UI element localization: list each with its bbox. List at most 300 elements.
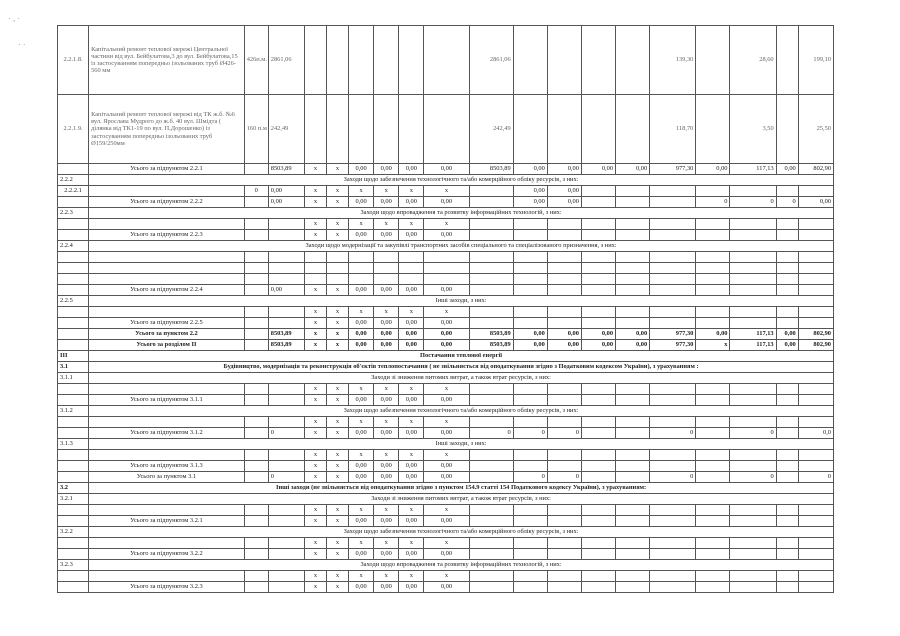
table-cell — [268, 230, 304, 241]
table-cell — [581, 252, 615, 263]
table-cell: 0,00 — [513, 186, 547, 197]
table-cell — [650, 538, 696, 549]
table-row — [58, 186, 834, 197]
table-cell — [374, 263, 399, 274]
table-cell: 0,00 — [374, 197, 399, 208]
table-cell: х — [326, 571, 348, 582]
table-cell — [244, 472, 268, 483]
table-cell: 802,90 — [798, 329, 833, 340]
table-cell — [424, 26, 469, 95]
table-cell — [650, 549, 696, 560]
table-cell: х — [399, 538, 424, 549]
table-cell: 0 — [268, 472, 304, 483]
table-cell: 0,00 — [424, 582, 469, 593]
table-cell — [374, 95, 399, 164]
table-cell: 0 — [696, 197, 730, 208]
table-cell: 0,00 — [424, 164, 469, 175]
table-cell — [469, 285, 513, 296]
table-cell: 28,60 — [730, 26, 776, 95]
table-cell — [798, 505, 833, 516]
table-cell — [58, 472, 89, 483]
row-label-cell: Усього за підпунктом 3.2.1 — [89, 516, 245, 527]
table-cell: х — [374, 538, 399, 549]
table-cell — [616, 505, 650, 516]
table-cell: х — [304, 329, 326, 340]
table-cell — [268, 263, 304, 274]
table-cell: 0,00 — [399, 318, 424, 329]
table-cell — [469, 274, 513, 285]
table-cell — [776, 285, 798, 296]
table-cell — [326, 252, 348, 263]
table-cell: 117,13 — [730, 340, 776, 351]
table-cell — [469, 472, 513, 483]
table-cell — [304, 95, 326, 164]
table-cell — [469, 582, 513, 593]
table-cell — [696, 505, 730, 516]
table-cell — [304, 26, 326, 95]
table-cell — [696, 274, 730, 285]
section-number-cell: 2.2.4 — [58, 241, 89, 252]
table-cell: 0,00 — [374, 230, 399, 241]
table-cell: х — [304, 164, 326, 175]
table-cell — [244, 307, 268, 318]
table-cell — [798, 285, 833, 296]
table-cell: х — [424, 307, 469, 318]
table-cell — [730, 461, 776, 472]
section-number-cell: 3.2.3 — [58, 560, 89, 571]
row-label-cell: Усього за підпунктом 3.2.3 — [89, 582, 245, 593]
table-cell — [776, 472, 798, 483]
table-cell — [244, 219, 268, 230]
table-cell — [513, 95, 547, 164]
table-cell — [58, 384, 89, 395]
table-cell — [798, 384, 833, 395]
table-cell: х — [424, 384, 469, 395]
table-cell: х — [326, 582, 348, 593]
table-cell: х — [399, 219, 424, 230]
table-cell — [58, 395, 89, 406]
table-row — [58, 296, 834, 307]
table-cell — [581, 417, 615, 428]
table-cell — [547, 263, 581, 274]
table-cell: х — [304, 538, 326, 549]
section-title-cell: Заходи зі зниження питомих витрат, а також втрат ресурсів, з них: — [89, 494, 834, 505]
table-cell — [776, 395, 798, 406]
table-cell — [58, 516, 89, 527]
table-cell — [374, 274, 399, 285]
table-cell — [513, 450, 547, 461]
row-label-cell: Усього за підпунктом 2.2.2 — [89, 197, 245, 208]
table-cell — [616, 285, 650, 296]
table-row — [58, 549, 834, 560]
table-cell: х — [326, 307, 348, 318]
table-cell: 0,00 — [513, 197, 547, 208]
table-cell — [424, 274, 469, 285]
table-cell — [730, 263, 776, 274]
table-cell — [244, 252, 268, 263]
table-cell: 242,49 — [268, 95, 304, 164]
section-title-cell: Заходи щодо забезпечення технологічного та/або комерційного обліку ресурсів, з них: — [89, 527, 834, 538]
table-cell: х — [326, 384, 348, 395]
table-cell — [616, 263, 650, 274]
table-cell: х — [326, 472, 348, 483]
table-cell — [730, 395, 776, 406]
table-cell — [58, 461, 89, 472]
table-row — [58, 241, 834, 252]
table-cell: 0 — [650, 428, 696, 439]
table-cell — [696, 428, 730, 439]
table-cell — [399, 252, 424, 263]
table-row — [58, 230, 834, 241]
table-cell — [798, 186, 833, 197]
table-cell: х — [374, 571, 399, 582]
table-cell: 0,00 — [399, 285, 424, 296]
table-cell — [469, 252, 513, 263]
table-cell — [513, 285, 547, 296]
table-cell — [776, 549, 798, 560]
table-cell: 0,00 — [349, 230, 374, 241]
table-cell: 2.2.1.9. — [58, 95, 89, 164]
table-row — [58, 538, 834, 549]
table-cell: 0,00 — [399, 164, 424, 175]
table-cell — [696, 384, 730, 395]
table-cell — [730, 307, 776, 318]
table-cell — [616, 428, 650, 439]
table-cell — [581, 197, 615, 208]
table-cell: 0,00 — [374, 516, 399, 527]
table-cell — [513, 26, 547, 95]
table-row — [58, 494, 834, 505]
table-cell: 0,00 — [349, 428, 374, 439]
table-cell — [696, 186, 730, 197]
table-cell — [547, 384, 581, 395]
table-cell — [513, 252, 547, 263]
table-cell — [513, 318, 547, 329]
table-cell: 0,00 — [374, 428, 399, 439]
table-cell: х — [304, 307, 326, 318]
table-cell: 0,00 — [424, 472, 469, 483]
table-cell — [616, 538, 650, 549]
table-cell: 2861,06 — [268, 26, 304, 95]
row-label-cell — [89, 571, 245, 582]
table-cell — [547, 571, 581, 582]
table-cell — [730, 571, 776, 582]
table-cell — [268, 274, 304, 285]
table-cell: 25,50 — [798, 95, 833, 164]
table-cell — [469, 186, 513, 197]
table-cell: 3,50 — [730, 95, 776, 164]
table-cell: 2861,06 — [469, 26, 513, 95]
table-cell — [424, 263, 469, 274]
table-cell: 0,00 — [798, 197, 833, 208]
table-cell — [547, 505, 581, 516]
table-cell: х — [424, 417, 469, 428]
table-cell — [650, 307, 696, 318]
row-label-cell: Усього за підпунктом 3.1.3 — [89, 461, 245, 472]
table-cell — [244, 164, 268, 175]
table-cell: х — [424, 538, 469, 549]
table-cell — [326, 95, 348, 164]
table-cell — [374, 252, 399, 263]
table-cell: 0 — [730, 197, 776, 208]
table-cell: 0,00 — [547, 186, 581, 197]
table-cell: х — [326, 186, 348, 197]
table-cell — [244, 197, 268, 208]
table-cell: х — [349, 505, 374, 516]
table-cell — [696, 395, 730, 406]
table-cell — [650, 384, 696, 395]
table-cell — [58, 274, 89, 285]
table-cell — [244, 505, 268, 516]
table-cell: х — [304, 384, 326, 395]
section-title-cell: Заходи щодо забезпечення технологічного та/або комерційного обліку ресурсів, з них: — [89, 406, 834, 417]
row-label-cell: Усього за підпунктом 3.2.2 — [89, 549, 245, 560]
table-cell: 977,30 — [650, 329, 696, 340]
row-label-cell — [89, 263, 245, 274]
table-cell: 0 — [730, 428, 776, 439]
table-cell: х — [326, 318, 348, 329]
table-row — [58, 263, 834, 274]
table-cell — [798, 318, 833, 329]
table-cell — [730, 516, 776, 527]
table-cell: 0,00 — [349, 516, 374, 527]
table-cell — [798, 307, 833, 318]
table-cell: 0 — [776, 197, 798, 208]
table-cell — [581, 95, 615, 164]
table-cell: х — [326, 329, 348, 340]
table-cell: 0 — [513, 428, 547, 439]
table-cell — [616, 307, 650, 318]
table-cell — [798, 274, 833, 285]
table-cell — [58, 428, 89, 439]
table-cell — [399, 263, 424, 274]
table-cell — [730, 582, 776, 593]
table-cell: х — [374, 307, 399, 318]
table-cell: х — [304, 571, 326, 582]
table-cell: 0,00 — [268, 186, 304, 197]
table-cell — [798, 461, 833, 472]
row-label-cell: Усього за підпунктом 3.1.2 — [89, 428, 245, 439]
table-cell — [268, 318, 304, 329]
table-cell — [616, 318, 650, 329]
table-cell — [730, 285, 776, 296]
table-cell — [696, 582, 730, 593]
table-cell — [469, 395, 513, 406]
table-cell: х — [304, 450, 326, 461]
table-cell — [798, 538, 833, 549]
table-cell — [513, 263, 547, 274]
table-cell: 199,10 — [798, 26, 833, 95]
table-row — [58, 285, 834, 296]
table-cell — [469, 263, 513, 274]
table-row — [58, 197, 834, 208]
table-cell — [268, 516, 304, 527]
section-title-cell: Інші заходи, з них: — [89, 439, 834, 450]
table-cell — [616, 186, 650, 197]
table-cell — [244, 461, 268, 472]
table-cell: 0,00 — [349, 318, 374, 329]
table-cell — [616, 26, 650, 95]
table-cell: 0,00 — [349, 472, 374, 483]
table-cell — [581, 461, 615, 472]
table-cell — [650, 197, 696, 208]
table-row — [58, 307, 834, 318]
table-cell: 0,00 — [776, 340, 798, 351]
table-cell — [730, 219, 776, 230]
table-row — [58, 340, 834, 351]
table-cell — [581, 549, 615, 560]
table-cell: х — [349, 307, 374, 318]
table-cell — [469, 230, 513, 241]
table-cell: 0,00 — [349, 395, 374, 406]
table-cell: х — [696, 340, 730, 351]
table-cell — [616, 252, 650, 263]
table-row — [58, 26, 834, 95]
table-cell — [547, 26, 581, 95]
table-cell — [696, 252, 730, 263]
table-row — [58, 252, 834, 263]
table-cell: 0,00 — [349, 461, 374, 472]
table-body — [58, 26, 834, 593]
table-cell — [776, 274, 798, 285]
table-cell — [581, 571, 615, 582]
table-cell: 0,00 — [424, 516, 469, 527]
table-cell: 0,00 — [349, 549, 374, 560]
table-cell — [616, 197, 650, 208]
table-cell: х — [349, 417, 374, 428]
table-cell — [650, 395, 696, 406]
table-cell — [776, 461, 798, 472]
row-label-cell — [89, 219, 245, 230]
table-cell: х — [374, 384, 399, 395]
table-cell: х — [374, 505, 399, 516]
row-label-cell: Усього за підпунктом 2.2.3 — [89, 230, 245, 241]
table-cell — [798, 516, 833, 527]
table-cell — [798, 582, 833, 593]
table-cell — [513, 505, 547, 516]
table-cell — [650, 219, 696, 230]
table-cell — [244, 450, 268, 461]
table-cell — [776, 307, 798, 318]
table-cell — [798, 571, 833, 582]
table-cell — [547, 450, 581, 461]
table-cell — [696, 450, 730, 461]
table-cell — [244, 417, 268, 428]
table-cell: 0 — [730, 472, 776, 483]
table-cell — [696, 26, 730, 95]
table-cell — [268, 450, 304, 461]
table-cell: х — [374, 186, 399, 197]
section-title-cell: Заходи щодо модернізації та закупівлі транспортних засобів спеціального та спеціалізованого призначення, з них: — [89, 241, 834, 252]
table-cell — [696, 417, 730, 428]
table-cell: х — [326, 219, 348, 230]
table-cell — [798, 549, 833, 560]
table-cell — [244, 263, 268, 274]
table-cell: 118,70 — [650, 95, 696, 164]
section-title-cell: Заходи зі зниження питомих витрат, а також втрат ресурсів, з них: — [89, 373, 834, 384]
table-cell: 2.2.2.1 — [58, 186, 89, 197]
table-cell — [513, 395, 547, 406]
table-cell — [776, 417, 798, 428]
table-cell — [581, 219, 615, 230]
table-cell — [730, 384, 776, 395]
table-cell — [399, 26, 424, 95]
table-cell — [581, 395, 615, 406]
table-cell: х — [349, 571, 374, 582]
table-cell — [581, 230, 615, 241]
table-cell: 0,00 — [696, 164, 730, 175]
table-row — [58, 505, 834, 516]
scan-mark: · , · — [8, 14, 20, 23]
table-cell — [58, 164, 89, 175]
table-cell — [268, 219, 304, 230]
table-cell — [349, 263, 374, 274]
table-cell — [58, 252, 89, 263]
table-cell — [616, 549, 650, 560]
table-cell: 139,30 — [650, 26, 696, 95]
table-cell: х — [424, 571, 469, 582]
table-cell — [244, 384, 268, 395]
table-cell — [696, 230, 730, 241]
table-cell — [244, 340, 268, 351]
table-cell — [58, 219, 89, 230]
table-cell — [326, 263, 348, 274]
table-cell: х — [399, 505, 424, 516]
table-cell — [547, 549, 581, 560]
table-cell: 0,00 — [349, 197, 374, 208]
table-cell: х — [326, 395, 348, 406]
table-cell: х — [349, 538, 374, 549]
table-cell — [244, 582, 268, 593]
table-cell — [581, 384, 615, 395]
table-cell — [469, 318, 513, 329]
table-cell: 8503,89 — [469, 340, 513, 351]
table-cell — [776, 230, 798, 241]
table-cell — [776, 516, 798, 527]
table-cell: х — [399, 571, 424, 582]
table-cell: 0,00 — [399, 230, 424, 241]
table-cell: 0,00 — [374, 285, 399, 296]
table-cell: х — [304, 417, 326, 428]
table-cell: 8503,89 — [469, 329, 513, 340]
table-cell — [58, 582, 89, 593]
table-cell — [547, 461, 581, 472]
table-cell: х — [326, 230, 348, 241]
table-cell — [349, 26, 374, 95]
table-cell — [58, 571, 89, 582]
table-cell: 0,00 — [349, 582, 374, 593]
table-cell — [696, 219, 730, 230]
table-cell: х — [304, 516, 326, 527]
table-cell: 0,00 — [696, 329, 730, 340]
table-cell — [513, 538, 547, 549]
table-cell — [798, 252, 833, 263]
table-row — [58, 219, 834, 230]
table-cell — [244, 538, 268, 549]
table-cell — [650, 318, 696, 329]
table-cell: 0,00 — [349, 164, 374, 175]
table-cell — [469, 307, 513, 318]
table-cell — [696, 571, 730, 582]
table-cell — [616, 461, 650, 472]
table-row — [58, 362, 834, 373]
table-cell — [776, 571, 798, 582]
row-label-cell — [89, 450, 245, 461]
table-cell — [581, 285, 615, 296]
section-number-cell: 3.2.1 — [58, 494, 89, 505]
table-cell: 0,00 — [513, 340, 547, 351]
table-cell: 802,90 — [798, 164, 833, 175]
